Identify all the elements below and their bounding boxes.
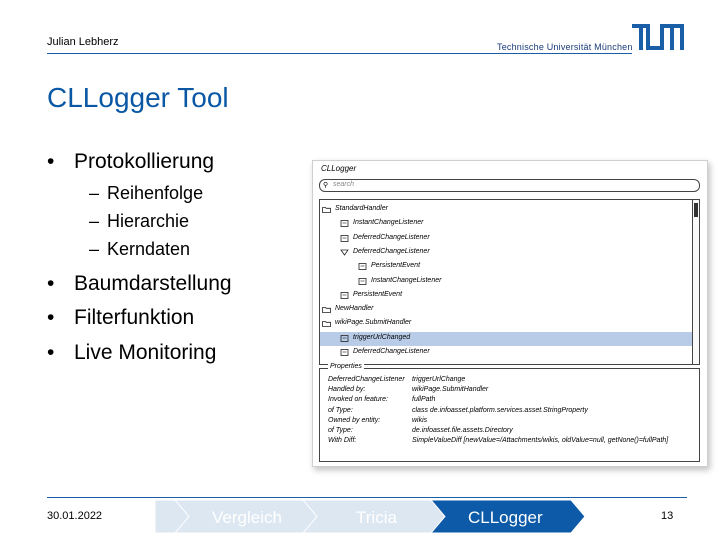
author-name: Julian Lebherz: [47, 36, 119, 48]
search-placeholder: search: [333, 181, 355, 188]
property-value: wikiPage.SubmitHandler: [412, 386, 489, 394]
slide-title: CLLogger Tool: [47, 82, 229, 113]
bullet-text: Filterfunktion: [74, 306, 195, 329]
document-icon: [340, 292, 349, 299]
property-key: Owned by entity:: [328, 416, 381, 424]
nav-step-label: CLLogger: [468, 508, 543, 527]
cllogger-mockup-window: [312, 160, 708, 467]
page-number: 13: [661, 510, 674, 522]
bullet-text: Live Monitoring: [74, 341, 217, 364]
tree-node-label: NewHandler: [335, 305, 374, 313]
tree-node[interactable]: [320, 260, 692, 274]
property-value: fullPath: [412, 396, 436, 404]
folder-icon: [322, 306, 331, 313]
footer-date: 30.01.2022: [47, 510, 103, 522]
property-value: SimpleValueDiff [newValue=/Attachments/wikis, oldValue=null, getNone()=fullPath]: [412, 437, 669, 445]
search-icon: ⚲: [323, 182, 329, 189]
tree-node-label: PersistentEvent: [371, 262, 421, 270]
tree-node[interactable]: [320, 346, 692, 360]
dash-marker: –: [89, 183, 100, 203]
tree-node[interactable]: [320, 289, 692, 303]
tree-node[interactable]: [320, 203, 692, 217]
nav-step-label: Vergleich: [212, 508, 282, 527]
tree-node-label: InstantChangeListener: [371, 276, 442, 284]
property-key: With Diff:: [328, 437, 357, 445]
tree-node[interactable]: [320, 303, 692, 317]
property-value: de.infoasset.file.assets.Directory: [412, 427, 513, 434]
document-icon: [340, 335, 349, 342]
tree-node-label: DeferredChangeListener: [353, 233, 430, 241]
property-value: triggerUrlChange: [412, 376, 466, 383]
property-key: Handled by:: [328, 386, 366, 394]
property-key: of Type:: [328, 406, 353, 414]
tree-node[interactable]: [320, 275, 692, 289]
document-icon: [340, 235, 349, 242]
sub-bullet-text: Hierarchie: [107, 211, 190, 231]
document-icon: [358, 263, 367, 270]
tum-logo: [632, 24, 684, 52]
bullet-marker: •: [47, 341, 55, 364]
document-icon: [358, 278, 367, 285]
tree-node-label: triggerUrlChanged: [353, 333, 411, 341]
properties-label: Properties: [330, 363, 362, 370]
properties-panel: [319, 363, 700, 462]
document-icon: [340, 349, 349, 356]
expand-arrow-icon: [340, 249, 349, 256]
dash-marker: –: [89, 239, 100, 259]
tree-node-label: StandardHandler: [335, 205, 388, 212]
tree-node[interactable]: [320, 317, 692, 331]
tree-node[interactable]: [320, 217, 692, 231]
mockup-window-title: CLLogger: [321, 164, 357, 173]
nav-step[interactable]: [431, 500, 585, 533]
tree-scrollbar[interactable]: [692, 200, 699, 364]
sub-bullet-text: Reihenfolge: [107, 183, 204, 203]
bullet-text: Baumdarstellung: [74, 272, 232, 295]
nav-step-label: Tricia: [356, 508, 397, 527]
bullet-marker: •: [47, 150, 55, 173]
tree-node[interactable]: [320, 332, 692, 346]
tree-node[interactable]: [320, 232, 692, 246]
property-key: Invoked on feature:: [328, 396, 388, 404]
folder-icon: [322, 206, 331, 213]
tree-node-label: DeferredChangeListener: [353, 348, 430, 355]
sub-bullet-text: Kerndaten: [107, 239, 191, 259]
scrollbar-thumb[interactable]: [694, 203, 698, 217]
property-value: class de.infoasset.platform.services.asset.StringProperty: [412, 406, 588, 414]
folder-icon: [322, 320, 331, 327]
property-key: DeferredChangeListener: [328, 376, 405, 383]
dash-marker: –: [89, 211, 100, 231]
tree-node-label: wikiPage.SubmitHandler: [335, 319, 412, 327]
tree-node-label: PersistentEvent: [353, 290, 403, 298]
tree-node-label: InstantChangeListener: [353, 219, 424, 227]
event-tree[interactable]: [319, 199, 700, 365]
university-name: Technische Universität München: [497, 42, 633, 52]
header-divider: [47, 53, 632, 54]
property-value: wikis: [412, 416, 428, 424]
tree-node[interactable]: [320, 246, 692, 260]
bullet-marker: •: [47, 272, 55, 295]
document-icon: [340, 220, 349, 227]
property-key: of Type:: [328, 427, 353, 434]
tree-node-label: DeferredChangeListener: [353, 247, 430, 255]
footer-divider: [47, 497, 687, 498]
bullet-marker: •: [47, 306, 55, 329]
bullet-text: Protokollierung: [74, 150, 215, 173]
search-input[interactable]: [319, 179, 700, 192]
